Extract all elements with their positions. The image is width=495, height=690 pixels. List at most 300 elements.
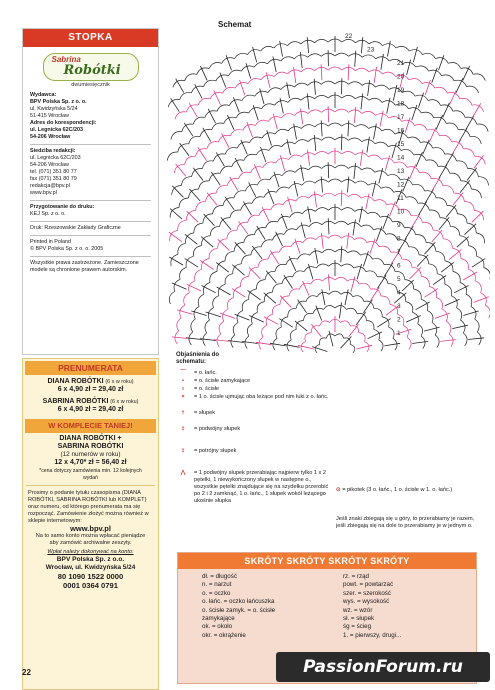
- chain-arc: [185, 74, 197, 81]
- print-prep: [23, 204, 158, 218]
- chain-arc: [229, 70, 242, 76]
- stitch-mark: [341, 190, 342, 206]
- stitch-mark: [452, 325, 468, 328]
- divider: [26, 485, 155, 486]
- chain-arc: [435, 87, 448, 93]
- chain-arc: [202, 161, 213, 169]
- chain-arc: [262, 104, 275, 109]
- chain-arc: [426, 160, 438, 167]
- stitch-mark: [349, 324, 359, 337]
- stitch-mark: [284, 344, 300, 347]
- chain-arc: [296, 196, 309, 201]
- chain-arc: [219, 321, 224, 334]
- chain-arc: [348, 194, 361, 198]
- stitch-mark: [315, 248, 318, 264]
- chain-arc: [256, 280, 265, 289]
- chain-arc: [379, 246, 391, 252]
- chain-arc: [316, 264, 329, 268]
- chain-arc: [369, 42, 383, 46]
- legend-symbol-icon: ı: [182, 386, 184, 392]
- legend: [176, 352, 336, 552]
- stitch-mark: [301, 222, 305, 238]
- logo-top-text: Sabrina: [51, 55, 81, 64]
- round-number-label: 7: [397, 249, 401, 256]
- stitch-mark: [280, 41, 283, 57]
- chain-arc: [361, 225, 374, 230]
- chain-arc: [408, 137, 421, 143]
- chain-arc: [414, 289, 422, 299]
- stitch-mark: [473, 103, 481, 117]
- stitch-mark: [380, 111, 383, 127]
- chain-arc: [406, 302, 413, 313]
- chain-arc: [248, 215, 259, 222]
- chain-arc: [348, 138, 361, 142]
- abbreviations-right: [343, 573, 401, 640]
- stitch-mark: [439, 217, 449, 229]
- chain-arc: [290, 212, 303, 217]
- stitch-mark: [384, 343, 400, 346]
- chain-arc: [262, 325, 267, 337]
- chain-arc: [322, 137, 335, 140]
- stitch-mark: [356, 345, 372, 349]
- chain-arc: [306, 296, 317, 302]
- chain-arc: [281, 114, 294, 118]
- chain-arc: [193, 246, 201, 257]
- stitch-mark: [446, 205, 456, 217]
- chain-arc: [328, 123, 341, 126]
- stitch-mark: [328, 218, 329, 234]
- logo-subtitle: dwumiesięcznik: [71, 82, 110, 88]
- chain-arc: [279, 246, 291, 252]
- info-line: tel. (071) 351 80 77: [30, 169, 77, 175]
- legend-text: = podwójny słupek: [194, 426, 241, 432]
- stitch-mark: [270, 343, 286, 346]
- chain-arc: [198, 98, 210, 105]
- chain-arc: [320, 338, 327, 345]
- chain-arc: [386, 234, 398, 240]
- chain-arc: [475, 319, 479, 332]
- round-number-label: 13: [397, 168, 405, 175]
- stitch-mark: [374, 124, 377, 140]
- stitch-mark: [360, 150, 362, 166]
- diana-title: DIANA ROBÓTKI: [47, 378, 104, 385]
- legend-text: = 1 podwójny słupek przerabiając najpierw tylko 1 x 2 pętelki, 1 niewykończony słupek w następne o., wszystkie pętelki znajdujące się na szydełku przerobić po 2 i 2 zamknąć, 1 o. łańc., 1 słupek wokół leżącego ukośnie słupka: [194, 470, 329, 504]
- chain-arc: [180, 268, 187, 280]
- info-line: ul. Legnicka 62C/203: [30, 127, 84, 133]
- sabrina-offer: [23, 398, 158, 414]
- chain-arc: [275, 264, 286, 271]
- stitch-mark: [474, 155, 484, 168]
- chain-arc: [275, 129, 288, 134]
- chain-arc: [461, 259, 469, 270]
- chain-arc: [341, 264, 354, 268]
- chain-arc: [329, 235, 342, 238]
- chain-arc: [288, 308, 296, 317]
- stitch-mark: [193, 168, 203, 181]
- legend-symbol-icon: ⌒: [180, 370, 186, 376]
- round-number-label: 10: [397, 208, 405, 216]
- info-line: Siedziba redakcji:: [30, 148, 76, 154]
- chain-arc: [453, 271, 460, 282]
- chain-arc: [185, 156, 196, 164]
- abbreviation-entry: wz. = wzór: [343, 606, 373, 614]
- stitch-mark: [169, 232, 182, 242]
- stitch-mark: [221, 217, 231, 229]
- abbreviation-entry: powt. = powtarzać: [343, 581, 394, 589]
- bundle-line-2: SABRINA ROBÓTKI: [57, 443, 124, 450]
- abbreviation-entry: zamykające: [202, 615, 235, 623]
- crochet-diagram: [165, 24, 490, 369]
- chain-arc: [301, 68, 315, 72]
- stitch-mark: [368, 80, 370, 96]
- stitch-mark: [184, 123, 193, 136]
- chain-arc: [335, 221, 348, 224]
- stitch-mark: [249, 267, 260, 278]
- sabrina-price: 6 x 4,90 zł = 29,40 zł: [57, 406, 124, 413]
- stitch-mark: [287, 82, 290, 98]
- stitch-mark: [351, 277, 355, 293]
- stitch-mark: [457, 237, 469, 248]
- stitch-mark: [216, 152, 224, 166]
- publisher-info: [23, 92, 158, 141]
- stitch-mark: [387, 98, 390, 114]
- chain-arc: [436, 297, 442, 309]
- stitch-mark: [432, 230, 443, 242]
- chain-arc: [290, 329, 296, 339]
- chain-arc: [257, 302, 264, 313]
- abbreviation-entry: n. = narzut: [202, 581, 232, 589]
- chain-arc: [369, 98, 382, 102]
- info-line: Adres do korespondencji:: [30, 120, 97, 126]
- info-line: 54-206 Wrocław: [30, 134, 71, 140]
- info-line: www.bpv.pl: [30, 190, 57, 196]
- shop-url-link[interactable]: www.bpv.pl: [70, 524, 111, 533]
- chain-arc: [233, 323, 238, 335]
- diana-frequency: (6 x w roku): [105, 379, 134, 385]
- round-number-label: 15: [397, 141, 405, 148]
- stitch-mark: [312, 347, 327, 352]
- stitch-mark: [355, 51, 356, 67]
- chain-arc: [303, 238, 316, 243]
- stitch-mark: [301, 108, 303, 124]
- chain-arc: [466, 294, 472, 306]
- round-number-label: 21: [397, 60, 405, 67]
- chain-arc: [446, 321, 451, 334]
- stitch-mark: [381, 54, 384, 70]
- stitch-mark: [311, 324, 321, 337]
- chain-arc: [475, 281, 481, 293]
- chain-arc: [254, 62, 267, 67]
- stitch-mark: [329, 331, 333, 347]
- editorial-info: [23, 148, 158, 197]
- chain-arc: [476, 233, 484, 243]
- chain-arc: [288, 98, 301, 102]
- chain-arc: [413, 184, 425, 191]
- stitch-mark: [367, 137, 370, 153]
- bundle-note: *cena dotyczy zamówienia min. 12 kolejnych wydań: [39, 468, 142, 481]
- info-line: Wydawca:: [30, 92, 57, 98]
- chain-arc: [250, 137, 263, 143]
- chain-arc: [248, 78, 261, 83]
- watermark: PassionForum.ru: [276, 652, 490, 682]
- chain-arc: [342, 208, 355, 212]
- stitch-mark: [425, 289, 439, 298]
- stitch-mark: [172, 337, 188, 339]
- chain-arc: [354, 238, 367, 243]
- abbreviation-entry: szer. = szerokość: [343, 589, 391, 597]
- stitch-mark: [407, 60, 411, 75]
- chain-arc: [359, 333, 365, 342]
- chain-arc: [329, 291, 341, 294]
- stitch-mark: [322, 289, 325, 305]
- chain-arc: [402, 259, 412, 267]
- legend-symbol-icon: ‡: [181, 426, 185, 432]
- chain-arc: [443, 239, 452, 249]
- chain-arc: [315, 95, 329, 98]
- chain-arc: [464, 202, 474, 211]
- chain-arc: [184, 293, 190, 305]
- chain-arc: [305, 333, 311, 342]
- stitch-mark: [300, 52, 302, 68]
- chain-arc: [382, 72, 395, 76]
- chain-arc: [355, 125, 368, 129]
- stitch-mark: [433, 276, 446, 285]
- abbreviations-header: SKRÓTY SKRÓTY SKRÓTY SKRÓTY: [178, 553, 476, 569]
- abbreviation-entry: o. łańc. = oczko łańcuszka: [202, 598, 275, 606]
- info-line: 54-206 Wrocław: [30, 162, 69, 168]
- stitch-mark: [405, 226, 413, 240]
- stitch-mark: [463, 311, 478, 316]
- chain-arc: [276, 187, 289, 192]
- chain-arc: [346, 308, 357, 313]
- payment-label: Wpłat należy dokonywać na konto:: [47, 549, 134, 555]
- chain-arc: [204, 80, 216, 86]
- stitch-mark: [287, 139, 291, 155]
- chain-arc: [175, 112, 186, 120]
- round-number-label: 23: [367, 46, 375, 54]
- picot-text: = pikotek (3 o. łańc., 1 o. ścisłe w 1. o. łańc.): [342, 487, 453, 493]
- printed-in-text: Printed in Poland: [30, 239, 72, 245]
- chain-arc: [478, 177, 488, 186]
- stitch-mark: [341, 337, 352, 349]
- stitch-mark: [424, 327, 440, 331]
- stitch-mark: [452, 140, 460, 154]
- copyright-text: © BPV Polska Sp. z o. o. 2005: [30, 246, 104, 252]
- chain-arc: [368, 155, 381, 160]
- chain-arc: [223, 87, 236, 93]
- round-number-label: 5: [397, 276, 401, 283]
- chain-arc: [335, 53, 349, 56]
- stitch-mark: [266, 72, 270, 88]
- chain-arc: [470, 136, 481, 144]
- chain-arc: [415, 125, 428, 131]
- chain-arc: [288, 42, 302, 46]
- chain-arc: [416, 235, 427, 243]
- chain-arc: [315, 152, 328, 155]
- chain-arc: [171, 132, 182, 140]
- chain-arc: [473, 74, 485, 81]
- chain-arc: [355, 68, 369, 72]
- chain-arc: [304, 313, 313, 320]
- legend-symbol-icon: ×: [181, 394, 185, 400]
- chain-arc: [450, 226, 460, 235]
- stitch-mark: [228, 341, 244, 343]
- abbreviation-entry: okr. = okrążenie: [202, 631, 246, 639]
- stitch-mark: [295, 321, 307, 331]
- stitch-mark: [354, 107, 355, 123]
- chain-arc: [375, 142, 388, 147]
- chain-arc: [335, 277, 347, 281]
- legend-symbol-icon: ‡: [181, 448, 185, 454]
- stitch-mark: [294, 181, 298, 197]
- chain-arc: [177, 318, 181, 331]
- chain-arc: [367, 321, 374, 330]
- account-number-2: 0001 0364 0791: [63, 581, 118, 590]
- chain-arc: [350, 344, 355, 353]
- stitch-mark: [441, 262, 454, 272]
- chain-arc: [321, 81, 335, 84]
- chain-arc: [450, 173, 461, 181]
- stitch-mark: [200, 339, 216, 341]
- round-number-label: 9: [397, 222, 401, 229]
- chain-arc: [340, 321, 350, 326]
- round-number-label: 4: [397, 289, 401, 297]
- info-line: 51-415 Wrocław: [30, 113, 69, 119]
- chain-arc: [191, 319, 195, 332]
- chain-arc: [274, 72, 287, 76]
- stitch-mark: [211, 172, 220, 185]
- rights-text: Wszystkie prawa zastrzeżone. Zamieszczone modele są chronione prawem autorskim.: [30, 260, 139, 273]
- chain-arc: [272, 305, 280, 315]
- stitch-mark: [252, 246, 262, 259]
- stitch-mark: [239, 221, 248, 234]
- chain-arc: [423, 53, 436, 58]
- stitch-mark: [370, 287, 379, 300]
- chain-arc: [209, 248, 218, 258]
- chain-arc: [189, 136, 200, 144]
- stitch-mark: [354, 163, 356, 179]
- chain-arc: [217, 105, 229, 111]
- round-number-label: 1: [397, 330, 401, 337]
- chain-arc: [315, 39, 329, 42]
- stitch-mark: [379, 168, 383, 184]
- stitch-mark: [308, 150, 310, 166]
- chain-arc: [196, 202, 206, 211]
- chain-arc: [366, 271, 378, 277]
- chain-arc: [335, 165, 348, 168]
- stitch-mark: [366, 194, 369, 210]
- chain-arc: [348, 251, 361, 255]
- company-name: BPV Polska Sp. z o.o.: [56, 556, 125, 563]
- sabrina-frequency: (6 x w roku): [110, 399, 139, 405]
- chain-arc: [225, 274, 233, 285]
- stitch-mark: [466, 116, 474, 130]
- chain-arc: [342, 95, 356, 98]
- chain-arc: [213, 296, 219, 308]
- abbreviation-entry: ok. = około: [202, 623, 233, 631]
- stitch-mark: [273, 114, 277, 130]
- chain-arc: [428, 100, 441, 106]
- stitch-mark: [280, 155, 284, 170]
- stitch-mark: [185, 259, 199, 268]
- chain-arc: [322, 193, 335, 196]
- chain-arc: [273, 284, 283, 292]
- chain-arc: [252, 197, 264, 204]
- round-number-label: 2: [397, 316, 401, 324]
- stitch-mark: [412, 214, 420, 228]
- chain-arc: [362, 111, 375, 115]
- chain-arc: [422, 222, 433, 230]
- stitch-mark: [198, 147, 207, 160]
- chain-arc: [418, 324, 423, 336]
- stitch-mark: [321, 177, 322, 193]
- diana-price: 6 x 4,90 zł = 29,40 zł: [57, 386, 124, 393]
- chain-arc: [421, 112, 434, 118]
- stitch-mark: [314, 135, 316, 151]
- stitch-mark: [440, 340, 456, 342]
- stitch-mark: [186, 338, 202, 340]
- chain-arc: [315, 208, 328, 212]
- chain-arc: [294, 83, 308, 87]
- stitch-mark: [341, 246, 342, 262]
- stitch-mark: [348, 177, 349, 193]
- bundle-line-3: (12 numerów w roku): [60, 451, 121, 458]
- stitch-mark: [280, 296, 291, 308]
- chain-arc: [349, 82, 363, 86]
- chain-arc: [324, 306, 335, 310]
- stitch-mark: [321, 64, 322, 80]
- chain-arc: [484, 268, 490, 280]
- print-house: Druk: Rzeszowskie Zakłady Graficzne: [30, 225, 121, 231]
- stitch-mark: [189, 103, 197, 117]
- stitch-mark: [467, 168, 477, 181]
- stitch-mark: [308, 264, 313, 279]
- stitch-mark: [294, 124, 297, 140]
- printed-in: [23, 239, 158, 253]
- abbreviation-entry: 1. = pierwszy, drugi...: [343, 631, 402, 639]
- bundle-price: 12 x 4,70* zł = 56,40 zł: [54, 459, 127, 466]
- chain-arc: [269, 145, 282, 150]
- chain-arc: [225, 148, 237, 155]
- round-number-label: 22: [345, 33, 353, 40]
- stitch-mark: [177, 310, 193, 314]
- stitch-mark: [187, 211, 199, 222]
- bundle-offer: [23, 435, 158, 467]
- stitch-mark: [232, 265, 244, 276]
- stitch-mark: [225, 197, 234, 210]
- stitch-mark: [235, 242, 246, 254]
- stitch-mark: [460, 180, 470, 193]
- stitch-mark: [207, 193, 217, 206]
- legend-text: = o. ścisłe: [194, 386, 220, 392]
- chain-arc: [457, 308, 462, 320]
- chain-arc: [453, 111, 465, 118]
- chain-arc: [212, 123, 224, 130]
- chain-arc: [308, 110, 322, 114]
- chain-arc: [210, 226, 220, 235]
- abbreviation-entry: dł. = długość: [202, 573, 237, 580]
- stitch-mark: [257, 226, 265, 240]
- chain-arc: [469, 246, 477, 257]
- chain-arc: [443, 185, 454, 193]
- legend-symbol-icon: ⋀: [180, 470, 186, 476]
- legend-note: Jeśli znaki zbiegają się u góry, to przerabiamy je razem, jeśli zbiegają się na dole to przerabiamy je w jednym o.: [336, 516, 475, 529]
- logo-main-text: Robótki: [63, 63, 121, 78]
- chain-arc: [376, 85, 389, 89]
- chain-arc: [236, 112, 249, 118]
- chain-arc: [471, 189, 481, 198]
- stitch-mark: [218, 239, 230, 250]
